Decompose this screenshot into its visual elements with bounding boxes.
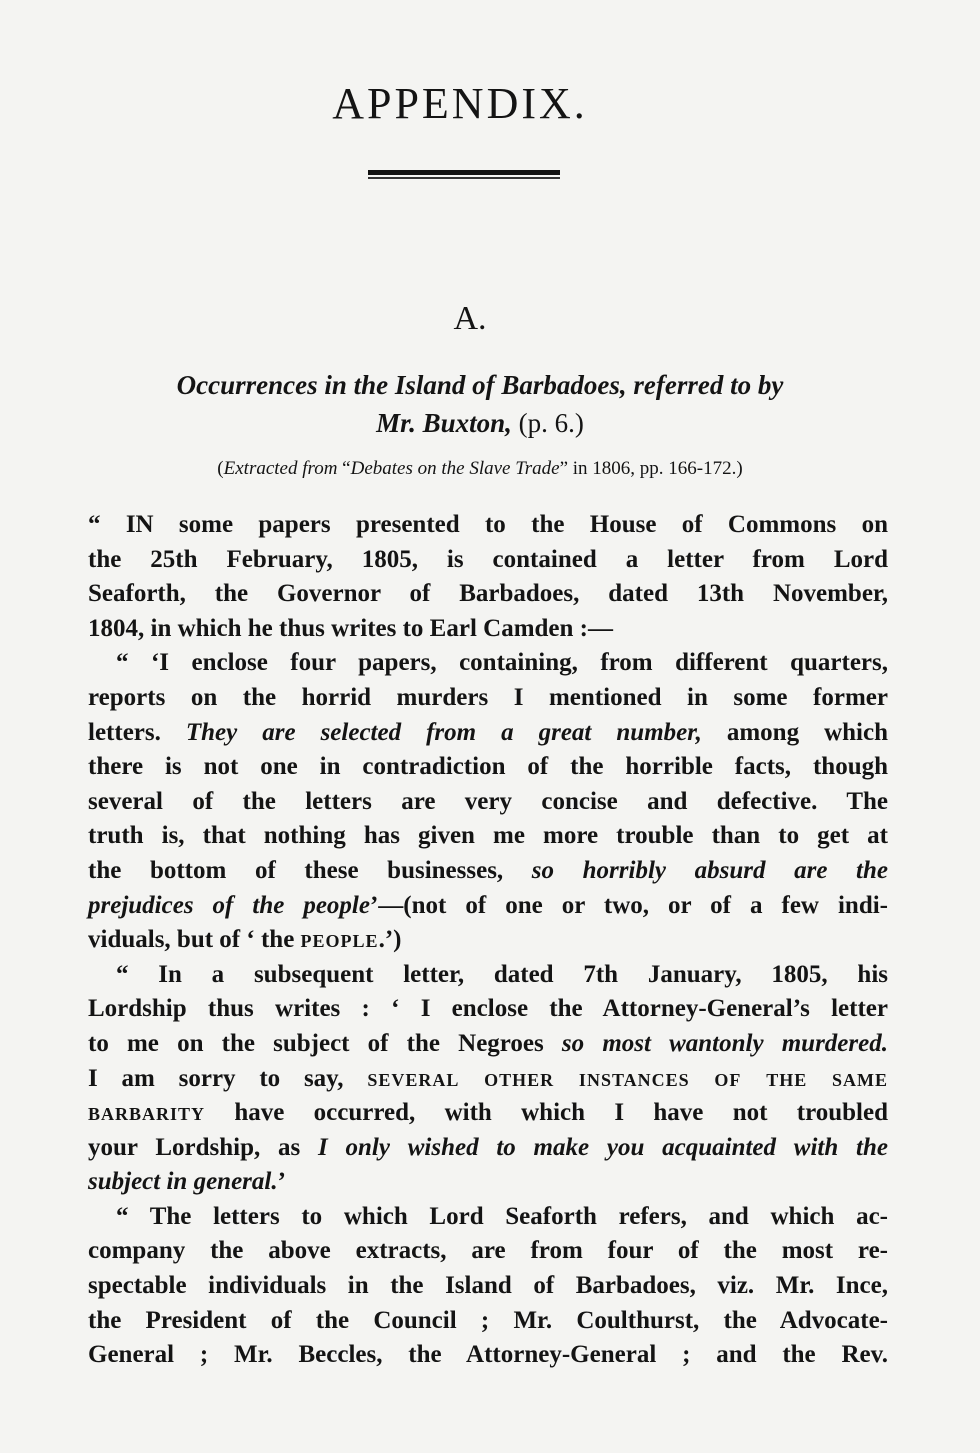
text-line: Lordship thus writes : ‘ I enclose the Attorney-General’s letter <box>88 995 888 1023</box>
emphasis-text: They are selected from a great number, <box>185 718 702 746</box>
heading-name: Mr. Buxton, <box>376 408 512 438</box>
paragraph-4 <box>88 1200 888 1373</box>
text-run: .’) <box>378 926 402 954</box>
page-title: APPENDIX. <box>332 79 588 128</box>
text-line: truth is, that nothing has given me more trouble than to get at <box>88 822 888 850</box>
rule-thin-line <box>368 177 560 179</box>
extract-note <box>80 458 880 480</box>
heading-line-1: Occurrences in the Island of Barbadoes, referred to by <box>176 370 784 400</box>
text-run: ’ <box>277 1168 286 1196</box>
text-line: spectable individuals in the Island of Barbadoes, viz. Mr. Ince, <box>88 1272 888 1300</box>
heading-line-2 <box>80 404 880 442</box>
section-letter: A. <box>453 300 487 337</box>
text-line <box>88 1062 888 1097</box>
small-caps-text: several other instances of the same <box>367 1064 889 1092</box>
extract-italic: Extracted from <box>223 458 338 479</box>
rule-thick-line <box>368 170 560 175</box>
text-line <box>88 716 888 751</box>
paragraph-2 <box>88 646 888 957</box>
text-line: company the above extracts, are from four of the most re- <box>88 1237 888 1265</box>
emphasis-text: I only wished to make you acquainted with the <box>318 1133 888 1161</box>
text-run: the bottom of these businesses, <box>88 856 532 884</box>
text-line: the President of the Council ; Mr. Coulthurst, the Advocate- <box>88 1306 888 1334</box>
text-line <box>88 1165 888 1200</box>
text-line: there is not one in contradiction of the horrible facts, though <box>88 753 888 781</box>
text-line <box>88 1027 888 1062</box>
text-line: General ; Mr. Beccles, the Attorney-General ; and the Rev. <box>88 1341 888 1369</box>
text-line: reports on the horrid murders I mentioned in some former <box>88 683 888 711</box>
small-caps-text: barbarity <box>88 1099 206 1127</box>
extract-source: Debates on the Slave Trade <box>350 458 560 479</box>
text-line: 1804, in which he thus writes to Earl Camden :— <box>88 614 614 642</box>
emphasis-text: so horribly absurd are the <box>531 856 888 884</box>
text-run: I am sorry to say, <box>88 1064 368 1092</box>
text-run: ’—(not of one or two, or of a few indi- <box>369 891 889 919</box>
text-line <box>88 889 888 924</box>
text-line <box>88 923 888 958</box>
text-line <box>88 1096 888 1131</box>
emphasis-text: subject in general. <box>88 1168 278 1196</box>
paragraph-3 <box>88 958 888 1200</box>
extract-rest: ” in 1806, pp. 166-172.) <box>559 458 743 479</box>
text-line: Seaforth, the Governor of Barbadoes, dated 13th November, <box>88 580 888 608</box>
text-run: letters. <box>88 718 186 746</box>
text-line: “ IN some papers presented to the House of Commons on <box>88 511 888 538</box>
emphasis-text: prejudices of the people <box>88 891 370 919</box>
text-line: “ The letters to which Lord Seaforth refers, and which ac- <box>116 1202 888 1230</box>
body-text <box>88 508 888 1373</box>
extract-open: ( <box>217 458 224 479</box>
text-run: viduals, but of ‘ the <box>88 926 301 954</box>
heading-page-ref: (p. 6.) <box>511 408 584 438</box>
emphasis-text: so most wantonly murdered. <box>561 1029 888 1057</box>
text-line: “ In a subsequent letter, dated 7th January, 1805, his <box>116 960 888 988</box>
title-rule <box>368 170 560 180</box>
extract-quote: “ <box>337 458 351 479</box>
text-run: to me on the subject of the Negroes <box>88 1029 562 1057</box>
text-line <box>88 1131 888 1166</box>
text-run: your Lordship, as <box>88 1133 318 1161</box>
text-run: among which <box>701 718 888 746</box>
text-line: “ ‘I enclose four papers, containing, from different quarters, <box>116 649 888 677</box>
text-line: several of the letters are very concise and defective. The <box>88 787 888 815</box>
text-line <box>88 854 888 889</box>
small-caps-text: people <box>300 926 379 954</box>
text-run: have occurred, with which I have not troubled <box>205 1099 888 1127</box>
text-line: the 25th February, 1805, is contained a letter from Lord <box>88 545 888 573</box>
paragraph-1 <box>88 508 888 646</box>
section-heading <box>80 366 880 442</box>
